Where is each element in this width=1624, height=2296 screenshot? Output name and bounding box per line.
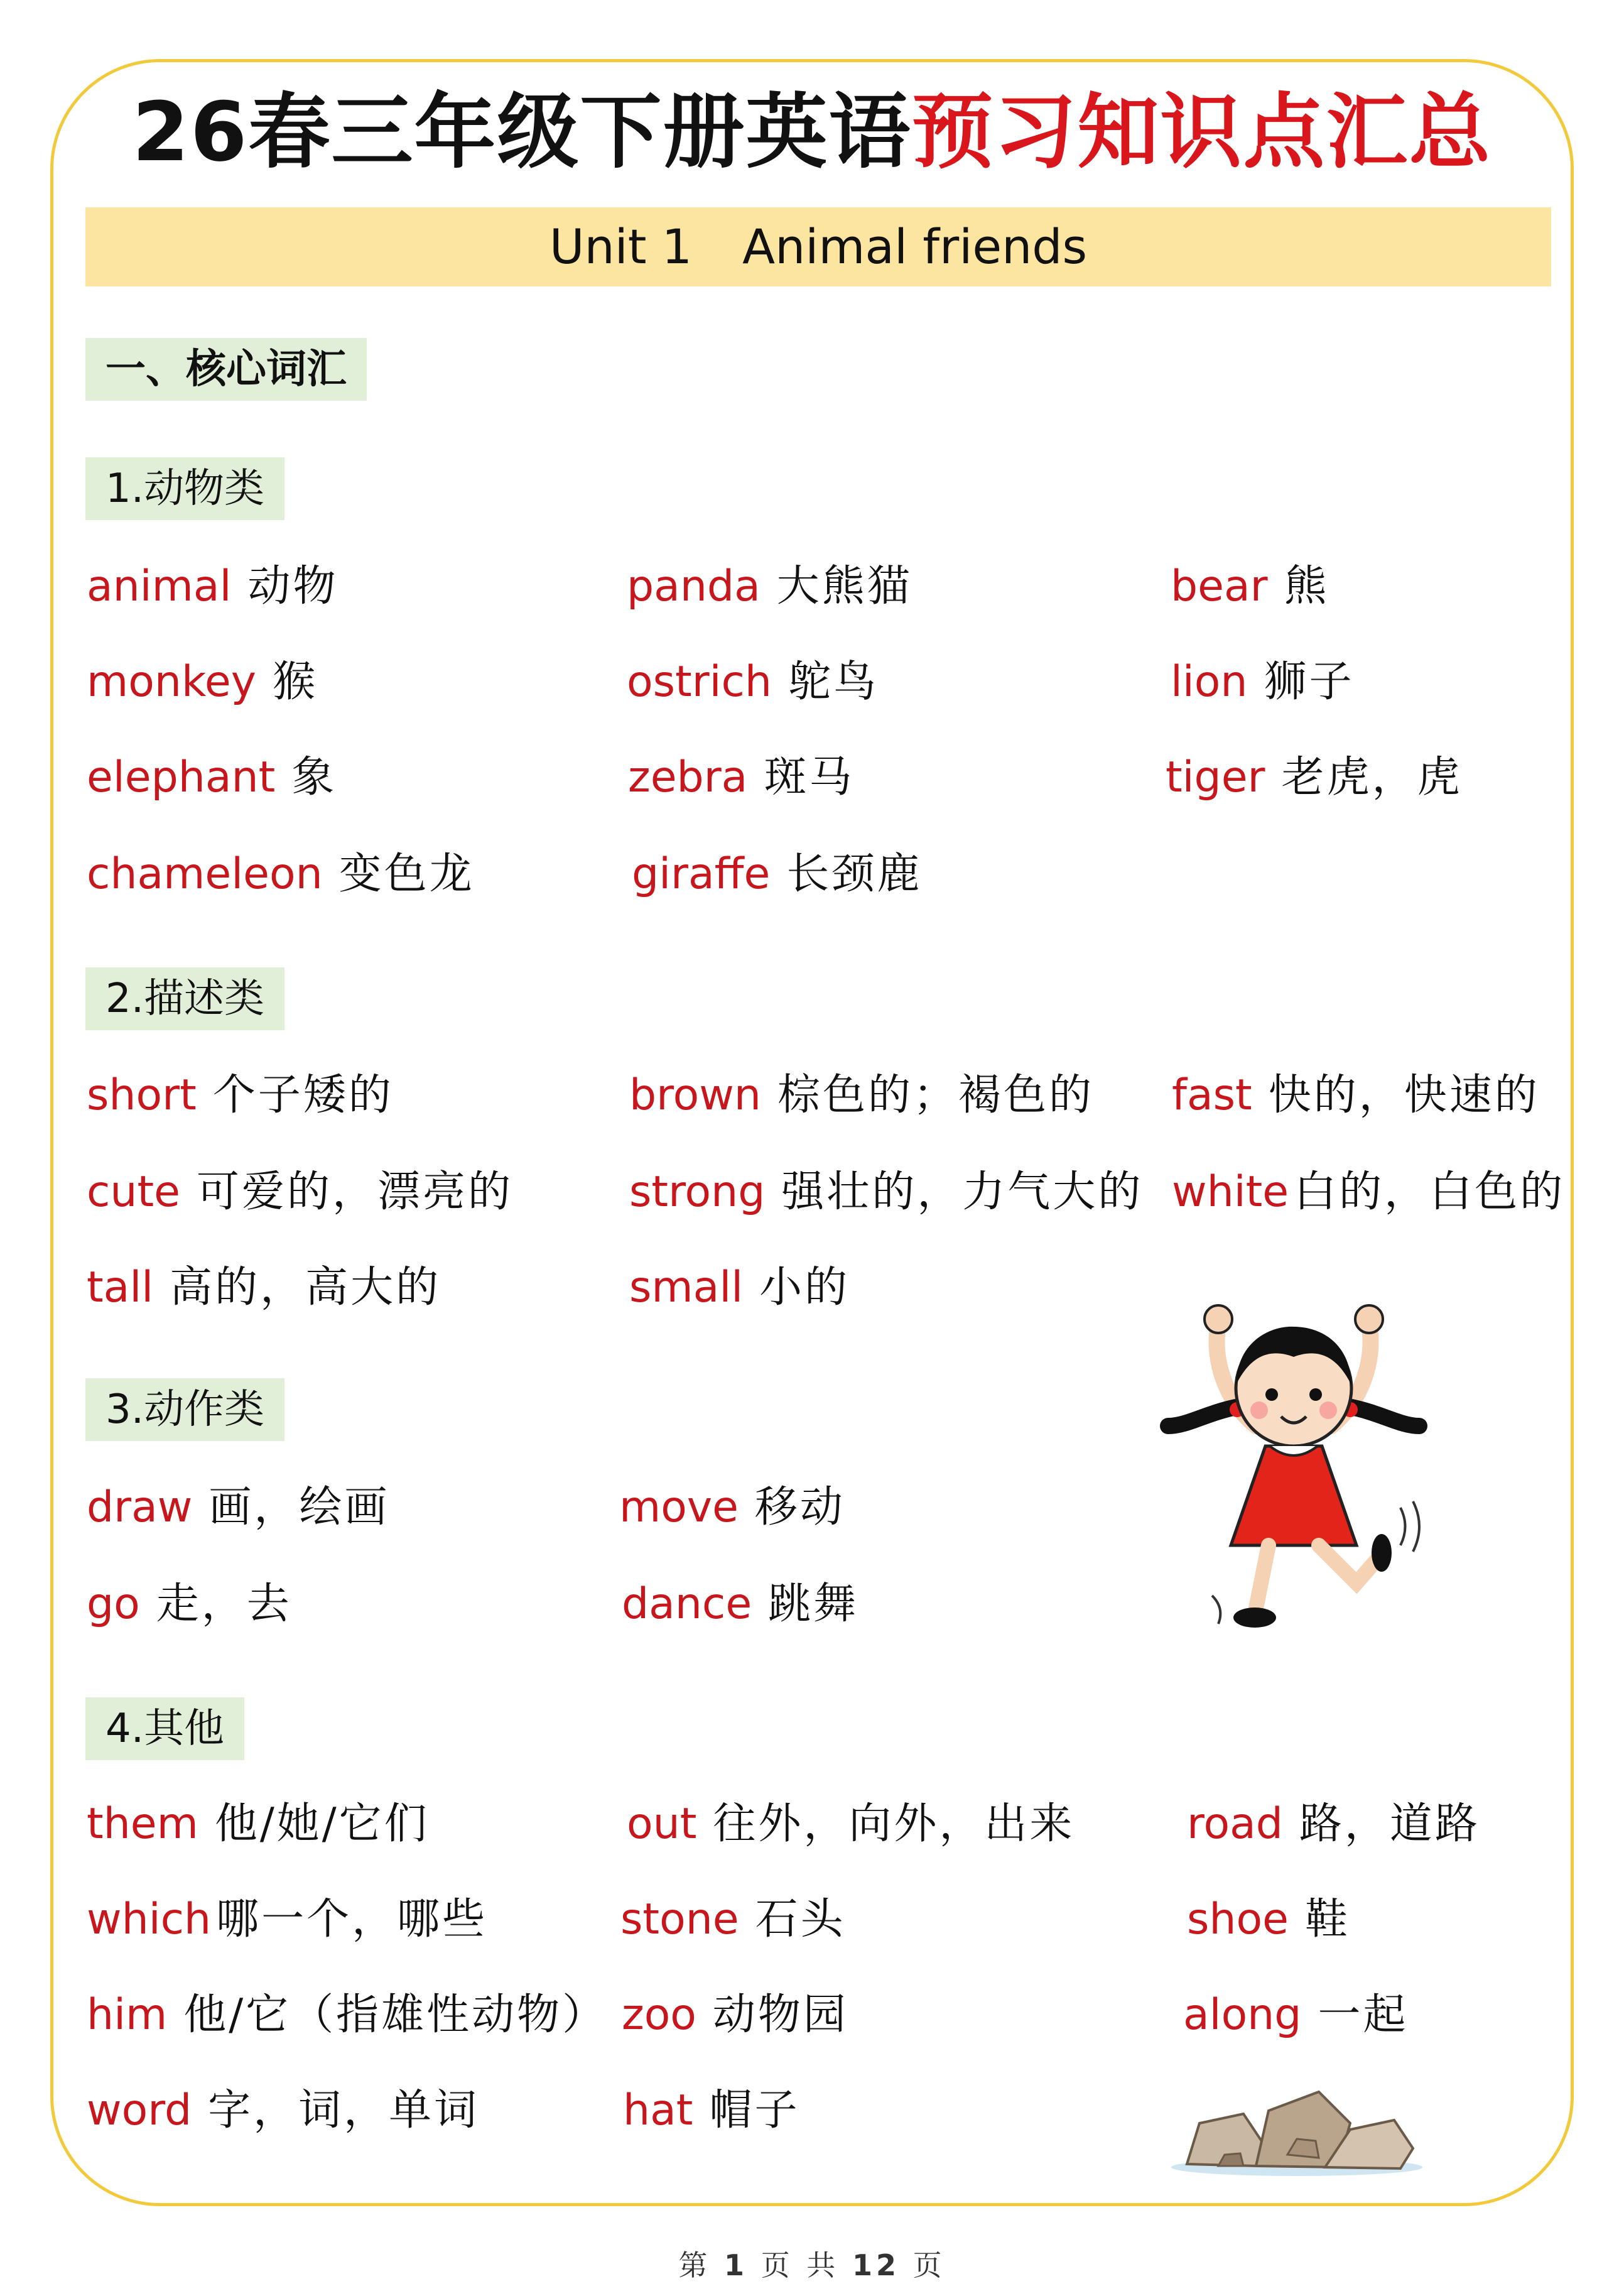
vocab-item: go 走，去 — [87, 1579, 292, 1629]
page-footer: 第 1 页 共 12 页 — [678, 2248, 946, 2282]
vocab-item: out 往外，向外，出来 — [627, 1799, 1075, 1849]
title-highlight: 预习知识点汇总 — [911, 84, 1492, 180]
category-label-actions: 3.动作类 — [85, 1378, 284, 1441]
vocab-item: fast 快的，快速的 — [1172, 1070, 1540, 1120]
section-heading: 一、核心词汇 — [85, 338, 367, 401]
vocab-item: lion 狮子 — [1171, 657, 1355, 707]
vocab-item: chameleon 变色龙 — [87, 849, 475, 899]
vocab-item: tall 高的，高大的 — [87, 1263, 441, 1312]
vocab-item: hat 帽子 — [623, 2086, 800, 2135]
vocab-item: strong 强壮的，力气大的 — [629, 1167, 1144, 1217]
vocab-item: bear 熊 — [1171, 562, 1329, 611]
unit-number: Unit 1 — [549, 219, 693, 275]
page-title — [0, 82, 1624, 182]
vocab-item: move 移动 — [619, 1483, 845, 1532]
vocab-item: them 他/她/它们 — [87, 1799, 430, 1849]
title-prefix: 26春三年级下册英语 — [132, 84, 912, 180]
vocab-item: him 他/它（指雄性动物） — [87, 1990, 608, 2040]
vocab-item: ostrich 鸵鸟 — [627, 657, 879, 707]
vocab-item: white 白的，白色的 — [1172, 1167, 1566, 1217]
vocab-item: which 哪一个，哪些 — [87, 1895, 488, 1944]
vocab-item: zoo 动物园 — [622, 1990, 848, 2040]
vocab-item: panda 大熊猫 — [627, 562, 912, 611]
unit-header — [85, 207, 1551, 286]
vocab-item: along 一起 — [1183, 1990, 1409, 2040]
vocab-item: cute 可爱的，漂亮的 — [87, 1167, 513, 1217]
category-label-descriptions: 2.描述类 — [85, 967, 284, 1030]
vocab-item: zebra 斑马 — [628, 753, 855, 802]
vocab-item: animal 动物 — [87, 562, 338, 611]
vocab-item: brown 棕色的；褐色的 — [629, 1070, 1094, 1120]
vocab-item: shoe 鞋 — [1187, 1895, 1350, 1944]
dancing-girl-icon — [1130, 1281, 1457, 1658]
vocab-item: word 字，词，单词 — [87, 2086, 480, 2135]
vocab-item: dance 跳舞 — [622, 1579, 859, 1629]
vocab-item: draw 画，绘画 — [87, 1483, 390, 1532]
vocab-item: tiger 老虎，虎 — [1166, 753, 1463, 802]
unit-name: Animal friends — [742, 219, 1088, 275]
category-label-others: 4.其他 — [85, 1697, 244, 1760]
stones-icon — [1162, 2054, 1432, 2180]
vocab-item: short 个子矮的 — [87, 1070, 394, 1120]
vocab-item: stone 石头 — [620, 1895, 846, 1944]
vocab-item: elephant 象 — [87, 753, 337, 802]
vocab-item: monkey 猴 — [87, 657, 318, 707]
vocab-item: small 小的 — [629, 1263, 850, 1312]
category-label-animals: 1.动物类 — [85, 457, 284, 520]
vocab-item: road 路，道路 — [1187, 1799, 1480, 1849]
vocab-item: giraffe 长颈鹿 — [632, 849, 923, 899]
